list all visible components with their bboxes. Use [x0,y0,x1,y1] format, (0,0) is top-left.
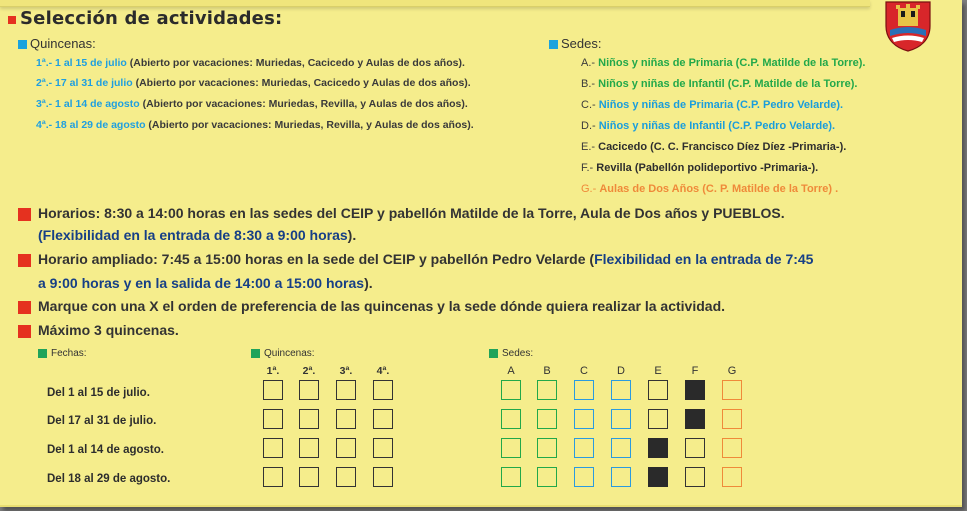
sede-checkbox[interactable] [574,467,594,487]
sede-checkbox[interactable] [648,380,668,400]
quincena-checkbox[interactable] [336,438,356,458]
quincena-checkbox[interactable] [263,438,283,458]
bullet-icon [489,349,498,358]
sede-checkbox[interactable] [537,467,557,487]
sede-col-header: A [507,365,515,377]
sede-checkbox[interactable] [611,409,631,429]
sede-item: F.- Revilla (Pabellón polideportivo -Primaria-). [581,162,819,174]
sede-col-header: F [691,365,699,377]
quincena-checkbox[interactable] [373,438,393,458]
sede-col-header: B [543,365,551,377]
bullet-icon [18,40,27,49]
bullet-icon [549,40,558,49]
sede-checkbox[interactable] [722,438,742,458]
sede-checkbox[interactable] [685,409,705,429]
sede-checkbox[interactable] [537,380,557,400]
sede-checkbox[interactable] [685,438,705,458]
sede-item: D.- Niños y niñas de Infantil (C.P. Pedro Velarde). [581,120,836,132]
sede-checkbox[interactable] [611,380,631,400]
sede-item: G.- Aulas de Dos Años (C. P. Matilde de la Torre) . [581,183,839,195]
quincena-checkbox[interactable] [336,467,356,487]
quincena-item: 3ª.- 1 al 14 de agosto (Abierto por vacaciones: Muriedas, Revilla, y Aulas de dos años). [36,98,468,110]
sede-checkbox[interactable] [537,438,557,458]
row-date-label: Del 17 al 31 de julio. [47,415,157,427]
sede-checkbox[interactable] [722,380,742,400]
row-date-label: Del 1 al 14 de agosto. [47,444,164,456]
quincena-checkbox[interactable] [299,380,319,400]
sede-checkbox[interactable] [648,467,668,487]
sede-checkbox[interactable] [501,467,521,487]
sede-checkbox[interactable] [501,380,521,400]
note-flexibilidad: (Flexibilidad en la entrada de 8:30 a 9:00 horas). [38,227,357,243]
sede-col-header: G [727,365,737,377]
sede-checkbox[interactable] [574,380,594,400]
sede-checkbox[interactable] [722,409,742,429]
sede-checkbox[interactable] [611,438,631,458]
sede-item: A.- Niños y niñas de Primaria (C.P. Matilde de la Torre). [581,57,866,69]
note-horarios: Horarios: 8:30 a 14:00 horas en las sedes del CEIP y pabellón Matilde de la Torre, Aula de Dos años y PUEBLOS. [18,205,785,221]
quincena-item: 4ª.- 18 al 29 de agosto (Abierto por vacaciones: Muriedas, Revilla, y Aulas de dos años). [36,119,474,131]
top-band [0,0,870,7]
quincenas-label: Quincenas: [251,348,315,359]
sede-col-header: E [654,365,662,377]
sedes-label: Sedes: [489,348,533,359]
sede-checkbox[interactable] [501,438,521,458]
note-maximo: Máximo 3 quincenas. [18,322,179,338]
sede-item: C.- Niños y niñas de Primaria (C.P. Pedro Velarde). [581,99,844,111]
sede-checkbox[interactable] [574,409,594,429]
title-text: Selección de actividades: [20,8,283,29]
bullet-icon [18,254,31,267]
municipal-crest-icon [880,0,936,52]
quincena-checkbox[interactable] [263,409,283,429]
bullet-icon [251,349,260,358]
sede-col-header: C [580,365,588,377]
fechas-label: Fechas: [38,348,87,359]
quincena-checkbox[interactable] [263,380,283,400]
quincena-checkbox[interactable] [299,438,319,458]
sede-checkbox[interactable] [722,467,742,487]
sede-checkbox[interactable] [574,438,594,458]
section-title [8,8,282,29]
quincena-col-header: 4ª. [376,365,390,377]
sede-checkbox[interactable] [611,467,631,487]
sede-item: E.- Cacicedo (C. C. Francisco Díez Díez -Primaria-). [581,141,847,153]
sede-checkbox[interactable] [685,380,705,400]
bullet-icon [38,349,47,358]
sede-checkbox[interactable] [648,409,668,429]
quincena-col-header: 1ª. [266,365,280,377]
note-ampliado-cont: a 9:00 horas y en la salida de 14:00 a 15:00 horas). [38,275,373,291]
quincena-col-header: 3ª. [339,365,353,377]
quincena-checkbox[interactable] [373,380,393,400]
sede-checkbox[interactable] [501,409,521,429]
bullet-icon [8,16,16,24]
quincena-item: 2ª.- 17 al 31 de julio (Abierto por vacaciones: Muriedas, Cacicedo y Aulas de dos años). [36,77,471,89]
bullet-icon [18,325,31,338]
sede-checkbox[interactable] [648,438,668,458]
sede-checkbox[interactable] [685,467,705,487]
quincena-checkbox[interactable] [336,380,356,400]
quincena-col-header: 2ª. [302,365,316,377]
quincena-checkbox[interactable] [373,409,393,429]
sede-item: B.- Niños y niñas de Infantil (C.P. Matilde de la Torre). [581,78,858,90]
bullet-icon [18,208,31,221]
quincena-checkbox[interactable] [299,409,319,429]
row-date-label: Del 18 al 29 de agosto. [47,473,171,485]
note-marque: Marque con una X el orden de preferencia de las quincenas y la sede dónde quiera realizar la actividad. [18,298,725,314]
row-date-label: Del 1 al 15 de julio. [47,387,150,399]
quincenas-heading: Quincenas: [18,36,96,51]
sede-col-header: D [617,365,625,377]
note-ampliado: Horario ampliado: 7:45 a 15:00 horas en la sede del CEIP y pabellón Pedro Velarde (Flexibilidad en la entrada de 7:45 [18,251,813,267]
quincena-checkbox[interactable] [373,467,393,487]
sede-checkbox[interactable] [537,409,557,429]
quincena-checkbox[interactable] [299,467,319,487]
quincena-item: 1ª.- 1 al 15 de julio (Abierto por vacaciones: Muriedas, Cacicedo y Aulas de dos años). [36,57,465,69]
bullet-icon [18,301,31,314]
sedes-heading: Sedes: [549,36,601,51]
quincena-checkbox[interactable] [336,409,356,429]
quincena-checkbox[interactable] [263,467,283,487]
